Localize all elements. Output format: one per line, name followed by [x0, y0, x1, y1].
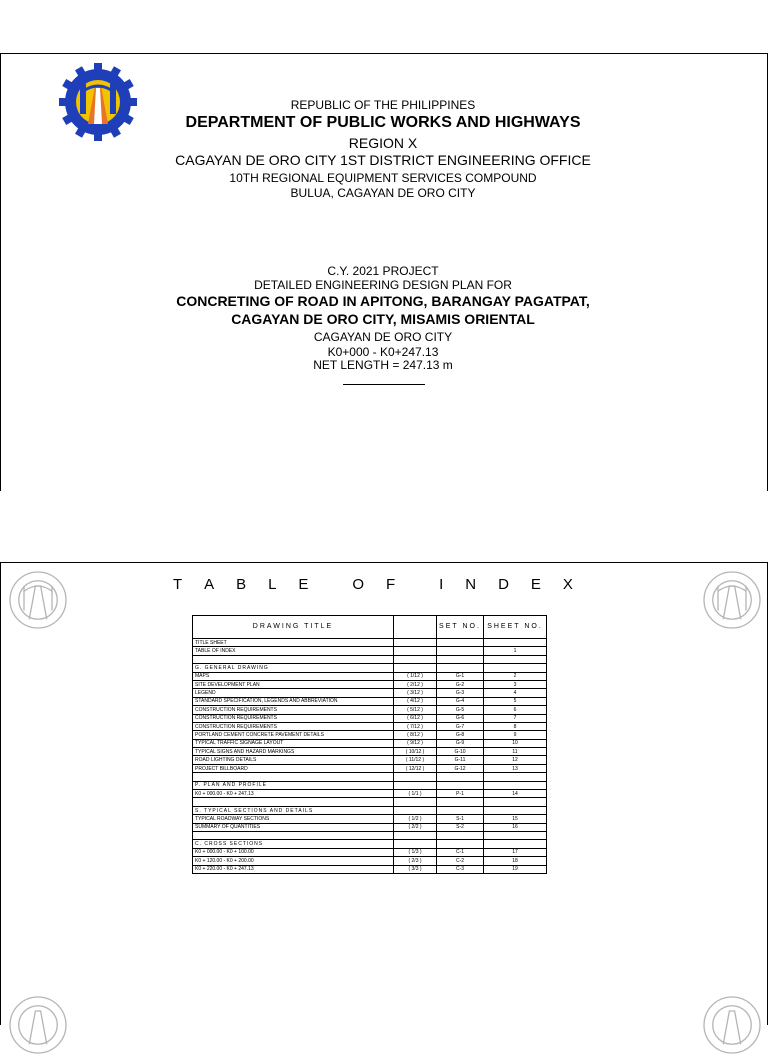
index-title-letter: B [236, 576, 247, 593]
drawing-title-cell: G. GENERAL DRAWING [193, 664, 394, 672]
index-title [173, 576, 573, 593]
set-no-cell: G-4 [437, 697, 484, 705]
drawing-title-cell: PROJECT BILLBOARD [193, 764, 394, 772]
set-no-cell: G-6 [437, 714, 484, 722]
set-no-cell [437, 773, 484, 781]
sheet-no-cell: 4 [484, 689, 547, 697]
index-title-letter: L [268, 576, 277, 593]
address-text: BULUA, CAGAYAN DE ORO CITY [290, 186, 476, 200]
index-title-letter: N [465, 576, 477, 593]
header-blank [394, 616, 437, 639]
table-row [193, 706, 547, 714]
sheet-no-cell [484, 840, 547, 848]
set-no-cell: G-12 [437, 764, 484, 772]
drawing-title-cell: CONSTRUCTION REQUIREMENTS [193, 706, 394, 714]
header-drawing-title: DRAWING TITLE [193, 616, 394, 639]
drawing-title-cell: P. PLAN AND PROFILE [193, 781, 394, 789]
fraction-cell [394, 831, 437, 839]
department-title: DEPARTMENT OF PUBLIC WORKS AND HIGHWAYS [185, 114, 581, 131]
fraction-cell [394, 655, 437, 663]
table-row [193, 815, 547, 823]
drawing-title-cell [193, 773, 394, 781]
fraction-cell: ( 6/12 ) [394, 714, 437, 722]
fraction-cell: ( 12/12 ) [394, 764, 437, 772]
fraction-cell [394, 664, 437, 672]
fraction-cell: ( 3/12 ) [394, 689, 437, 697]
fraction-cell: ( 10/12 ) [394, 748, 437, 756]
drawing-title-cell: LEGEND [193, 689, 394, 697]
drawing-title-cell: K0 + 120.00 - K0 + 200.00 [193, 857, 394, 865]
fraction-cell: ( 1/2 ) [394, 815, 437, 823]
drawing-title-cell: CONSTRUCTION REQUIREMENTS [193, 722, 394, 730]
table-row [193, 722, 547, 730]
sheet-no-cell [484, 664, 547, 672]
fraction-cell [394, 639, 437, 647]
sheet-no-cell [484, 798, 547, 806]
underline-divider [343, 384, 425, 385]
index-title-letter: D [498, 576, 509, 593]
section-row [193, 806, 547, 814]
table-row [193, 764, 547, 772]
drawing-title-cell: C. CROSS SECTIONS [193, 840, 394, 848]
index-title-letter: E [530, 576, 541, 593]
office-text: CAGAYAN DE ORO CITY 1ST DISTRICT ENGINEERING OFFICE [175, 152, 591, 168]
region-text: REGION X [348, 135, 418, 151]
table-row [193, 680, 547, 688]
index-title-letter: A [204, 576, 215, 593]
set-no-cell [437, 781, 484, 789]
table-row [193, 739, 547, 747]
section-row [193, 664, 547, 672]
drawing-title-cell: TYPICAL SIGNS AND HAZARD MARKINGS [193, 748, 394, 756]
section-row [193, 840, 547, 848]
drawing-title-cell: K0 + 000.00 - K0 + 247.13 [193, 790, 394, 798]
set-no-cell: S-1 [437, 815, 484, 823]
sheet-no-cell: 19 [484, 865, 547, 873]
table-row [193, 848, 547, 856]
index-title-letter: T [173, 576, 183, 593]
dpwh-watermark-icon [3, 990, 73, 1060]
fraction-cell: ( 2/3 ) [394, 857, 437, 865]
drawing-title-cell: TYPICAL TRAFFIC SIGNAGE LAYOUT [193, 739, 394, 747]
drawing-title-cell: TABLE OF INDEX [193, 647, 394, 655]
set-no-cell: G-10 [437, 748, 484, 756]
drawing-title-cell: MAPS [193, 672, 394, 680]
set-no-cell [437, 840, 484, 848]
fraction-cell: ( 4/12 ) [394, 697, 437, 705]
sheet-no-cell: 18 [484, 857, 547, 865]
set-no-cell: G-9 [437, 739, 484, 747]
set-no-cell: G-11 [437, 756, 484, 764]
drawing-title-cell: S. TYPICAL SECTIONS AND DETAILS [193, 806, 394, 814]
sheet-no-cell: 12 [484, 756, 547, 764]
blank-row [193, 831, 547, 839]
blank-row [193, 655, 547, 663]
drawing-title-cell: K0 + 220.00 - K0 + 247.13 [193, 865, 394, 873]
table-row [193, 672, 547, 680]
sheet-no-cell: 9 [484, 731, 547, 739]
sheet-no-cell: 1 [484, 647, 547, 655]
set-no-cell [437, 664, 484, 672]
sheet-no-cell [484, 831, 547, 839]
index-title-letter: F [386, 576, 396, 593]
index-table [192, 615, 547, 874]
fraction-cell: ( 7/12 ) [394, 722, 437, 730]
fraction-cell: ( 11/12 ) [394, 756, 437, 764]
fraction-cell: ( 1/3 ) [394, 848, 437, 856]
table-row [193, 857, 547, 865]
set-no-cell: G-5 [437, 706, 484, 714]
fraction-cell: ( 1/12 ) [394, 672, 437, 680]
index-title-letter: E [298, 576, 309, 593]
sheet-no-cell: 15 [484, 815, 547, 823]
fraction-cell [394, 647, 437, 655]
drawing-title-cell [193, 798, 394, 806]
table-row [193, 865, 547, 873]
table-row [193, 731, 547, 739]
table-row [193, 647, 547, 655]
fraction-cell [394, 781, 437, 789]
sheet-no-cell: 11 [484, 748, 547, 756]
table-row [193, 639, 547, 647]
set-no-cell: G-7 [437, 722, 484, 730]
fraction-cell: ( 9/12 ) [394, 739, 437, 747]
index-title-letter: O [352, 576, 365, 593]
drawing-title-cell [193, 655, 394, 663]
sheet-no-cell [484, 806, 547, 814]
blank-row [193, 798, 547, 806]
sheet-no-cell: 6 [484, 706, 547, 714]
fraction-cell [394, 773, 437, 781]
sheet-no-cell [484, 781, 547, 789]
table-row [193, 823, 547, 831]
republic-text: REPUBLIC OF THE PHILIPPINES [290, 98, 476, 112]
set-no-cell [437, 798, 484, 806]
dpwh-watermark-icon [697, 990, 767, 1060]
drawing-title-cell: ROAD LIGHTING DETAILS [193, 756, 394, 764]
sheet-no-cell: 13 [484, 764, 547, 772]
section-row [193, 781, 547, 789]
sheet-no-cell: 17 [484, 848, 547, 856]
compound-text: 10TH REGIONAL EQUIPMENT SERVICES COMPOUND [229, 171, 537, 185]
table-row [193, 697, 547, 705]
sheet-no-cell: 8 [484, 722, 547, 730]
table-row [193, 748, 547, 756]
set-no-cell [437, 831, 484, 839]
drawing-title-cell: PORTLAND CEMENT CONCRETE PAVEMENT DETAILS [193, 731, 394, 739]
sheet-no-cell [484, 773, 547, 781]
sheet-no-cell: 2 [484, 672, 547, 680]
project-title-line1: CONCRETING OF ROAD IN APITONG, BARANGAY PAGATPAT, [176, 293, 590, 309]
index-title-letter: X [562, 576, 573, 593]
sheet-no-cell: 14 [484, 790, 547, 798]
set-no-cell: C-3 [437, 865, 484, 873]
drawing-title-cell: TITLE SHEET [193, 639, 394, 647]
set-no-cell [437, 655, 484, 663]
set-no-cell: P-1 [437, 790, 484, 798]
fraction-cell [394, 840, 437, 848]
fraction-cell: ( 2/2 ) [394, 823, 437, 831]
dpwh-watermark-icon [697, 565, 767, 635]
fraction-cell [394, 806, 437, 814]
dpwh-watermark-icon [3, 565, 73, 635]
fraction-cell: ( 5/12 ) [394, 706, 437, 714]
project-title-line2: CAGAYAN DE ORO CITY, MISAMIS ORIENTAL [231, 311, 535, 327]
drawing-title-cell: STANDARD SPECIFICATION, LEGENDS AND ABBREVIATION [193, 697, 394, 705]
table-header-row [193, 616, 547, 639]
fraction-cell: ( 1/1 ) [394, 790, 437, 798]
fraction-cell: ( 3/3 ) [394, 865, 437, 873]
set-no-cell [437, 647, 484, 655]
table-row [193, 756, 547, 764]
blank-row [193, 773, 547, 781]
drawing-title-cell: K0 + 000.00 - K0 + 100.00 [193, 848, 394, 856]
plan-type: DETAILED ENGINEERING DESIGN PLAN FOR [254, 278, 512, 292]
drawing-title-cell [193, 831, 394, 839]
sheet-no-cell: 3 [484, 680, 547, 688]
fraction-cell [394, 798, 437, 806]
table-row [193, 689, 547, 697]
set-no-cell: S-2 [437, 823, 484, 831]
header-sheet-no: SHEET NO. [484, 616, 547, 639]
drawing-title-cell: SUMMARY OF QUANTITIES [193, 823, 394, 831]
station-text: K0+000 - K0+247.13 [327, 345, 439, 359]
set-no-cell: G-8 [437, 731, 484, 739]
set-no-cell: G-2 [437, 680, 484, 688]
location-text: CAGAYAN DE ORO CITY [313, 330, 453, 344]
table-row [193, 790, 547, 798]
sheet-no-cell [484, 639, 547, 647]
table-row [193, 714, 547, 722]
drawing-title-cell: CONSTRUCTION REQUIREMENTS [193, 714, 394, 722]
sheet-no-cell: 7 [484, 714, 547, 722]
sheet-no-cell: 10 [484, 739, 547, 747]
net-length-text: NET LENGTH = 247.13 m [313, 358, 453, 372]
drawing-title-cell: TYPICAL ROADWAY SECTIONS [193, 815, 394, 823]
header-set-no: SET NO. [437, 616, 484, 639]
set-no-cell [437, 639, 484, 647]
fraction-cell: ( 8/12 ) [394, 731, 437, 739]
set-no-cell: G-3 [437, 689, 484, 697]
set-no-cell: C-2 [437, 857, 484, 865]
set-no-cell: C-1 [437, 848, 484, 856]
index-title-letter: I [439, 576, 444, 593]
set-no-cell [437, 806, 484, 814]
project-year: C.Y. 2021 PROJECT [327, 264, 439, 278]
sheet-no-cell: 5 [484, 697, 547, 705]
fraction-cell: ( 2/12 ) [394, 680, 437, 688]
sheet-no-cell: 16 [484, 823, 547, 831]
drawing-title-cell: SITE DEVELOPMENT PLAN [193, 680, 394, 688]
set-no-cell: G-1 [437, 672, 484, 680]
sheet-no-cell [484, 655, 547, 663]
